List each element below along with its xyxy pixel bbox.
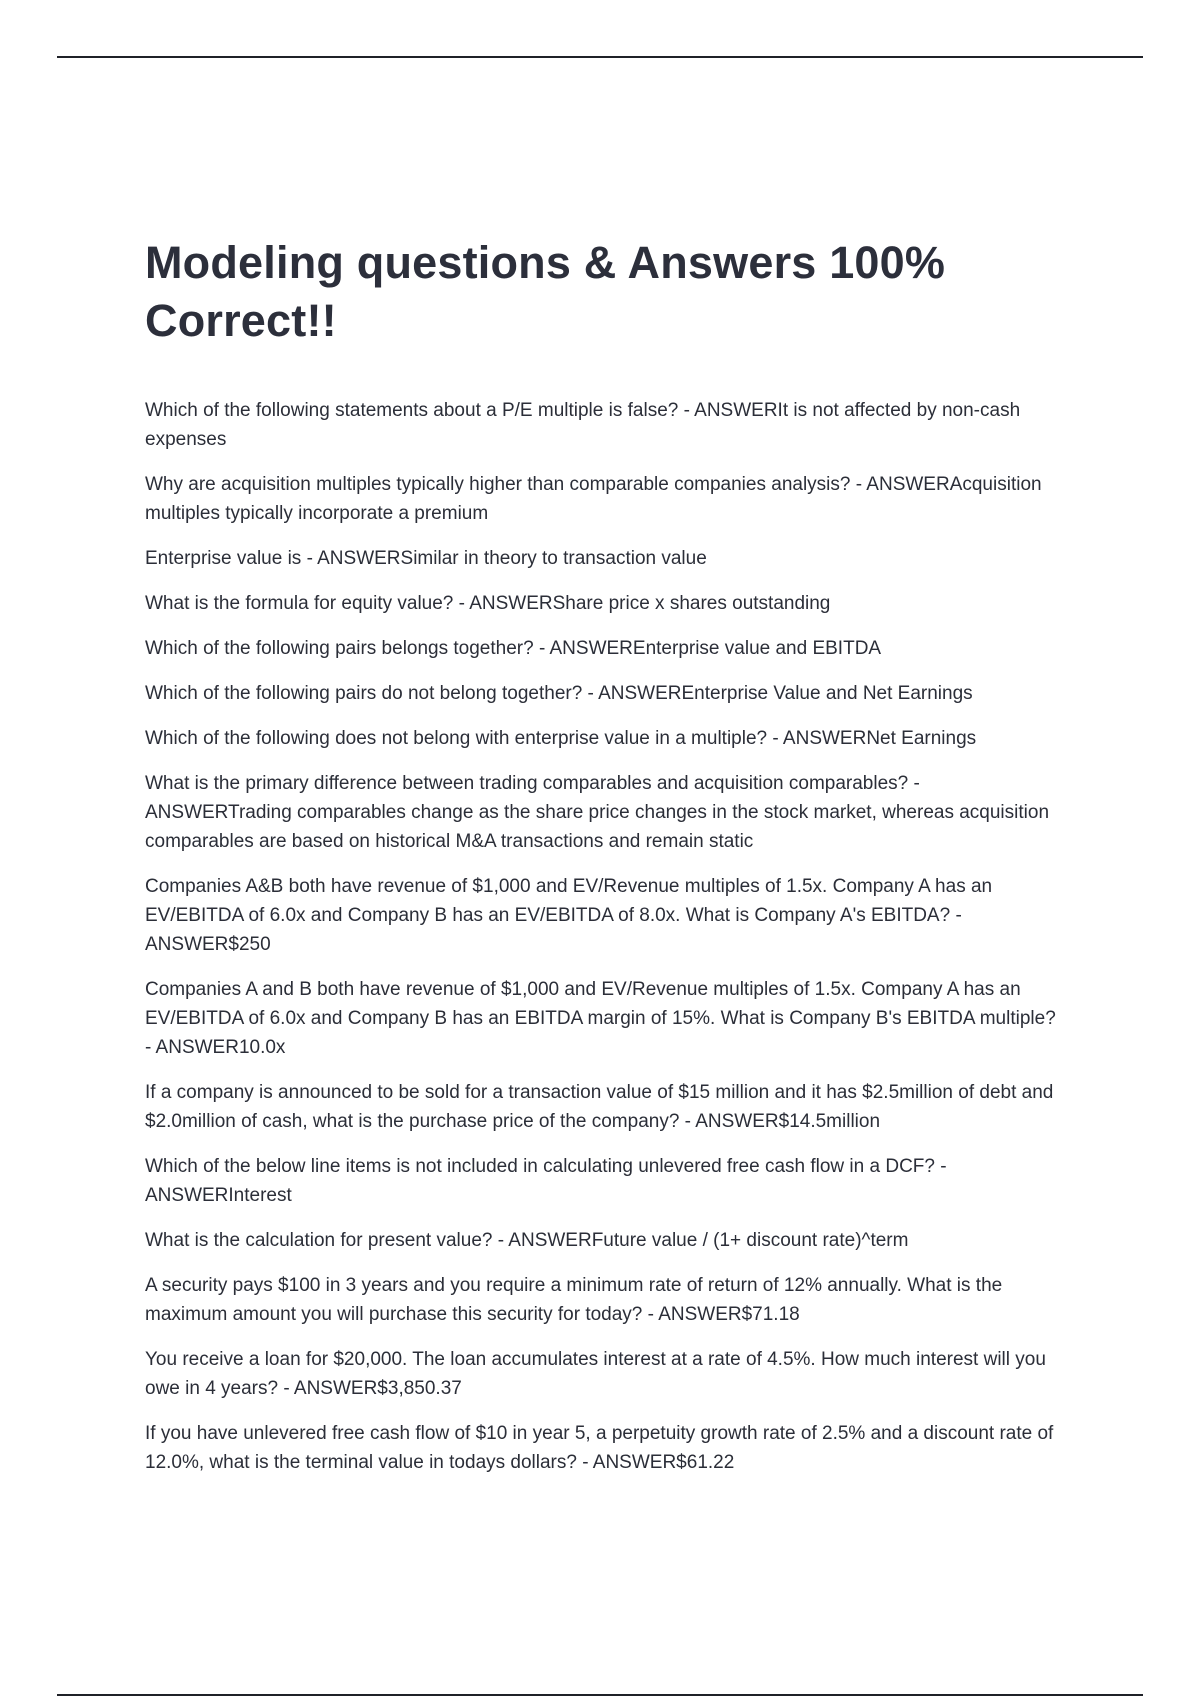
document-title: Modeling questions & Answers 100% Correct!! [145, 237, 946, 346]
document-body [145, 234, 1057, 1493]
qa-item: If a company is announced to be sold for a transaction value of $15 million and it has $2.5million of debt and $2.0million of cash, what is the purchase price of the company? - ANSWER$14.5million [145, 1082, 1054, 1132]
qa-item: You receive a loan for $20,000. The loan accumulates interest at a rate of 4.5%. How much interest will you owe in 4 years? - ANSWER$3,850.37 [145, 1349, 1046, 1399]
qa-item: Why are acquisition multiples typically higher than comparable companies analysis? - ANSWERAcquisition multiples typically incorporate a premium [145, 474, 1042, 524]
qa-item: Which of the below line items is not included in calculating unlevered free cash flow in a DCF? - ANSWERInterest [145, 1156, 947, 1206]
qa-item: What is the primary difference between trading comparables and acquisition comparables? - ANSWERTrading comparables change as the share price changes in the stock market, whereas acquisition comparables are based on historical M&A transactions and remain static [145, 773, 1050, 852]
qa-item: Enterprise value is - ANSWERSimilar in theory to transaction value [145, 548, 707, 569]
qa-item: Companies A&B both have revenue of $1,000 and EV/Revenue multiples of 1.5x. Company A has an EV/EBITDA of 6.0x and Company B has an EV/EBITDA of 8.0x. What is Company A's EBITDA? - ANSWER$250 [145, 876, 993, 955]
bottom-divider [57, 1694, 1143, 1696]
qa-item: Which of the following does not belong with enterprise value in a multiple? - ANSWERNet Earnings [145, 728, 977, 749]
qa-item: Companies A and B both have revenue of $1,000 and EV/Revenue multiples of 1.5x. Company A has an EV/EBITDA of 6.0x and Company B has an EBITDA margin of 15%. What is Company B's EBITDA multiple? - ANSWER10.0x [145, 979, 1056, 1058]
qa-item: What is the formula for equity value? - ANSWERShare price x shares outstanding [145, 593, 831, 614]
qa-list [145, 396, 1057, 1477]
qa-item: A security pays $100 in 3 years and you require a minimum rate of return of 12% annually. What is the maximum amount you will purchase this security for today? - ANSWER$71.18 [145, 1275, 1003, 1325]
qa-item: Which of the following pairs do not belong together? - ANSWEREnterprise Value and Net Earnings [145, 683, 973, 704]
qa-item: Which of the following pairs belongs together? - ANSWEREnterprise value and EBITDA [145, 638, 882, 659]
qa-item: If you have unlevered free cash flow of $10 in year 5, a perpetuity growth rate of 2.5% and a discount rate of 12.0%, what is the terminal value in todays dollars? - ANSWER$61.22 [145, 1423, 1054, 1473]
top-divider [57, 56, 1143, 58]
qa-item: What is the calculation for present value? - ANSWERFuture value / (1+ discount rate)^term [145, 1230, 909, 1251]
qa-item: Which of the following statements about a P/E multiple is false? - ANSWERIt is not affected by non-cash expenses [145, 400, 1021, 450]
